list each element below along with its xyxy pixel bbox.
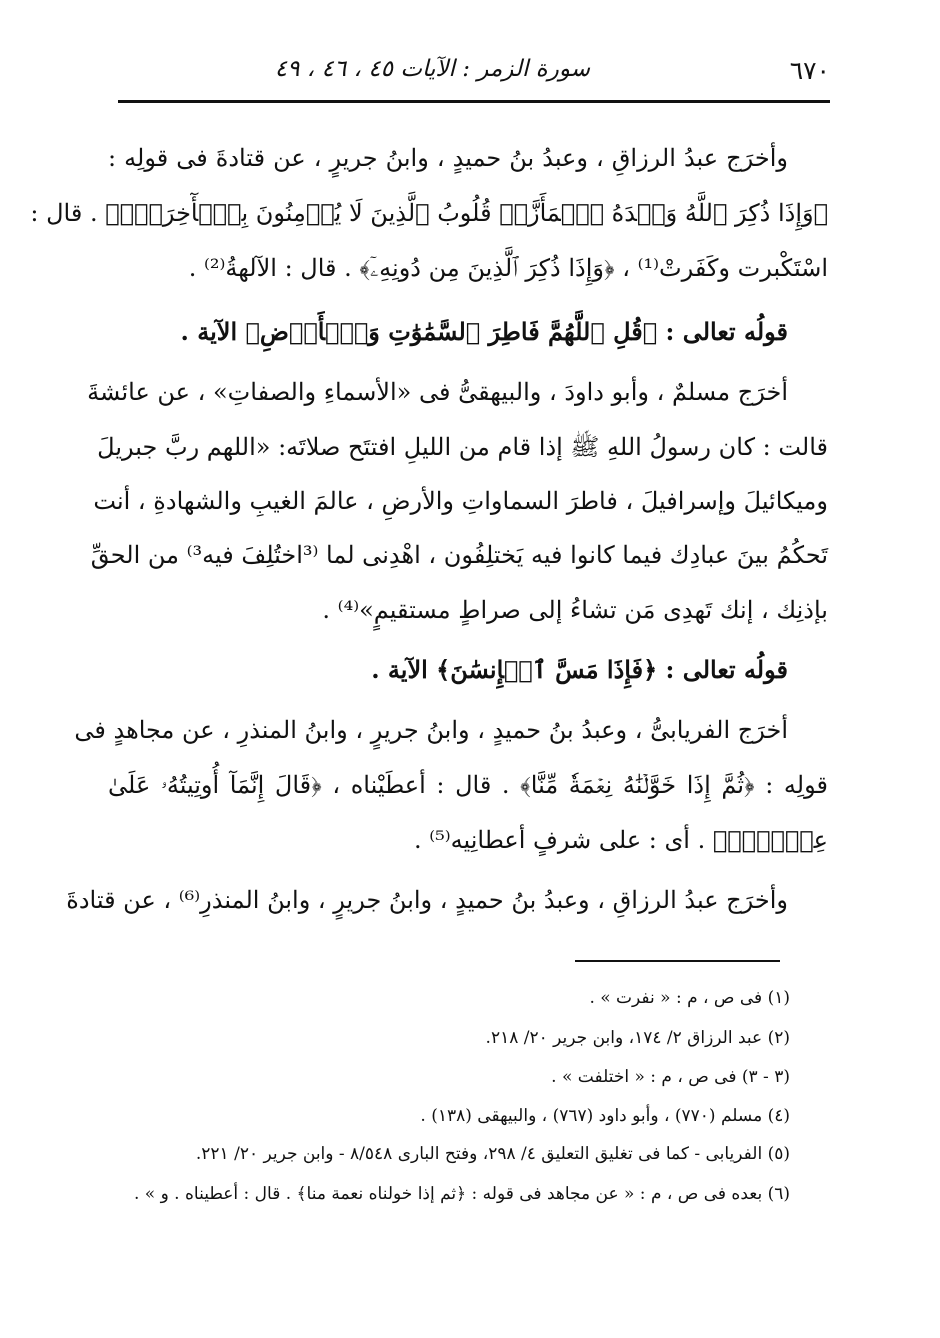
body-line: بإذنِك ، إنك تَهدِى مَن تشاءُ إلى صراطٍ مستقيمٍ»⁽⁴⁾ .	[322, 596, 828, 624]
header-rule	[118, 100, 830, 103]
footnote: (١) فى ص ، م : « نفرت » .	[589, 988, 790, 1008]
footnote-rule	[575, 960, 780, 962]
footnote: (٢) عبد الرزاق ٢/ ١٧٤، وابن جرير ٢٠/ ٢١٨.	[485, 1028, 790, 1048]
body-line: وأخرَج عبدُ الرزاقِ ، وعبدُ بنُ حميدٍ ، وابنُ جريرٍ ، وابنُ المنذرِ⁽⁶⁾ ، عن قتادةَ	[66, 886, 788, 914]
body-line: عِلۡمِۭۚ﴾ . أى : على شرفٍ أعطانِيه⁽⁵⁾ .	[413, 826, 828, 854]
body-line: أخرَج الفريابىُّ ، وعبدُ بنُ حميدٍ ، وابنُ جريرٍ ، وابنُ المنذرِ ، عن مجاهدٍ فى	[74, 716, 788, 744]
footnote: (٤) مسلم (٧٧٠) ، وأبو داود (٧٦٧) ، والبيهقى (١٣٨) .	[420, 1106, 790, 1126]
footnote: (٣ - ٣) فى ص ، م : « اختلفت » .	[551, 1067, 790, 1087]
footnote: (٥) الفريابى - كما فى تغليق التعليق ٤/ ٢٩٨، وفتح البارى ٨/٥٤٨ - وابن جرير ٢٠/ ٢٢١.	[195, 1144, 790, 1164]
footnote: (٦) بعده فى ص ، م : « عن مجاهد فى قوله : ﴿ثم إذا خولناه نعمة منا﴾ . قال : أعطيناه . و » .	[133, 1184, 790, 1204]
page-number: ٦٧٠	[789, 56, 830, 85]
body-line: ﴿وَإِذَا ذُكِرَ ٱللَّهُ وَحۡدَهُ ٱشۡمَأَزَّتۡ قُلُوبُ ٱلَّذِينَ لَا يُؤۡمِنُونَ بِٱلۡأٓخِرَةِۖ﴾ . قال :	[30, 199, 828, 227]
body-line: قولِه : ﴿ثُمَّ إِذَا خَوَّلۡنَٰهُ نِعۡمَةٗ مِّنَّا﴾ . قال : أعطَيْناه ، ﴿قَالَ إِنَّمَآ أُوتِيتُهُۥ عَلَىٰ	[108, 771, 828, 799]
section-heading: قولُه تعالى : ﴿فَإِذَا مَسَّ ٱلۡإِنسَٰنَ﴾ الآية .	[371, 655, 788, 684]
page-header	[110, 50, 830, 94]
body-line: قالت : كان رسولُ اللهِ ﷺ إذا قام من الليلِ افتتَح صلاتَه: «اللهم ربَّ جبريلَ	[97, 433, 828, 461]
body-line: وأخرَج عبدُ الرزاقِ ، وعبدُ بنُ حميدٍ ، وابنُ جريرٍ ، عن قتادةَ فى قولِه :	[108, 144, 788, 172]
body-line: اسْتَكْبرت وكَفَرتْ⁽¹⁾ ، ﴿وَإِذَا ذُكِرَ ٱلَّذِينَ مِن دُونِهِۦٓ﴾ . قال : الآلهةُ⁽²⁾ .	[188, 254, 828, 282]
body-line: وميكائيلَ وإسرافيلَ ، فاطرَ السماواتِ والأرضِ ، عالمَ الغيبِ والشهادةِ ، أنت	[93, 487, 828, 515]
body-line: أخرَج مسلمٌ ، وأبو داودَ ، والبيهقىُّ فى «الأسماءِ والصفاتِ» ، عن عائشةَ	[87, 378, 788, 406]
body-line: تَحكُمُ بينَ عبادِك فيما كانوا فيه يَختلِفُون ، اهْدِنى لما ⁽³اختُلِفَ فيه³⁾ من الحقِّ	[90, 541, 828, 569]
running-title: سورة الزمر : الآيات ٤٥ ، ٤٦ ، ٤٩	[274, 56, 590, 82]
section-heading: قولُه تعالى : ﴿قُلِ ٱللَّهُمَّ فَاطِرَ ٱلسَّمَٰوَٰتِ وَٱلۡأَرۡضِ﴾ الآية .	[180, 317, 788, 346]
